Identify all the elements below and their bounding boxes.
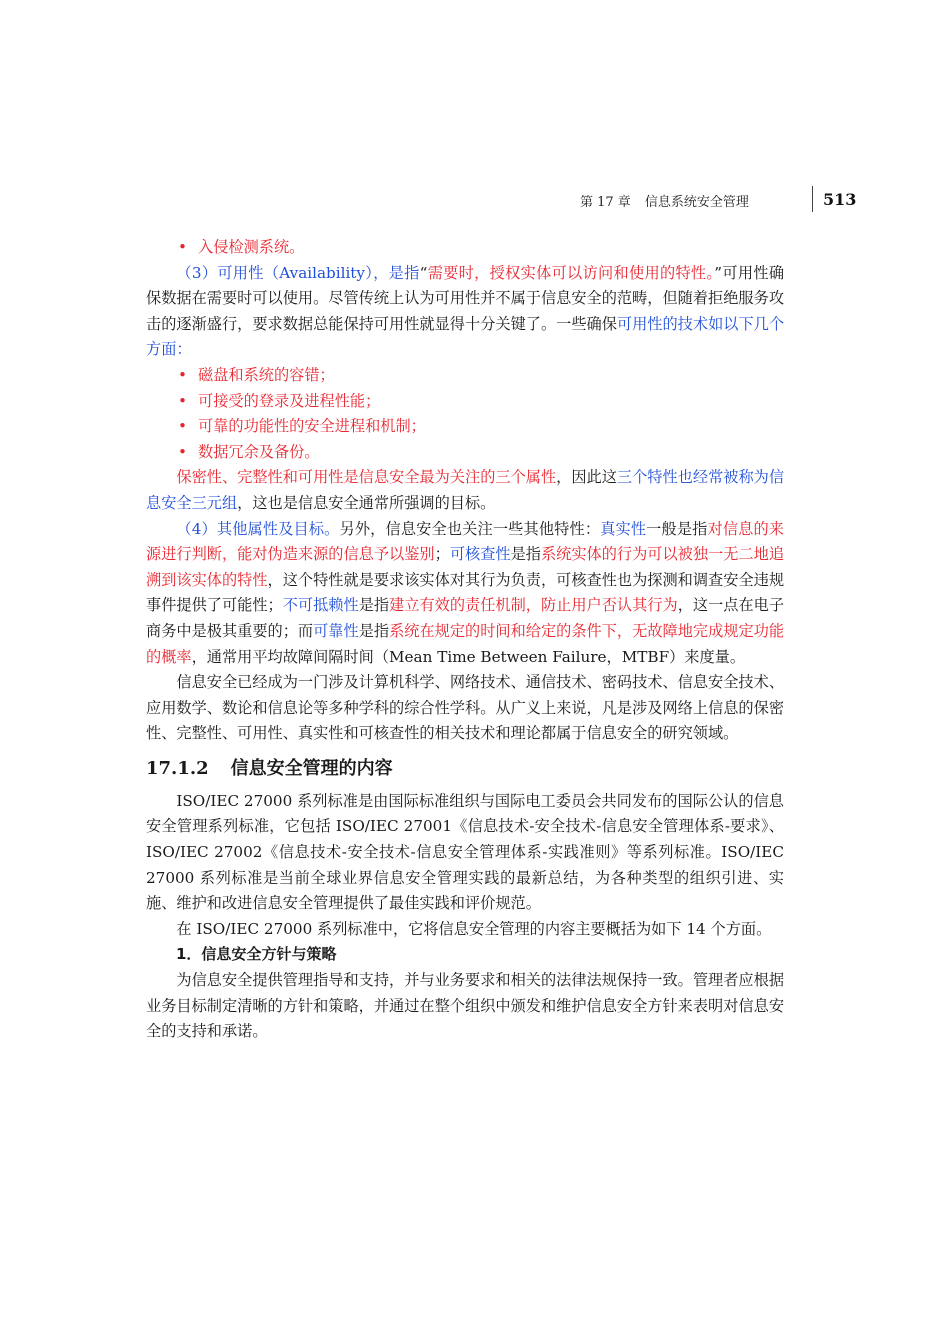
text-span: 另外，信息安全也关注一些其他特性： [339, 519, 601, 538]
summary-paragraph: 在 ISO/IEC 27000 系列标准中，它将信息安全管理的内容主要概括为如下 14 个方面。 [176, 919, 772, 938]
triad-mid-text: ，因此这 [556, 468, 617, 487]
bullet-dot-icon: • [178, 365, 187, 384]
chapter-label: 第 17 章 [580, 195, 631, 210]
quote-open: “ [419, 263, 428, 282]
discipline-paragraph: 信息安全已经成为一门涉及计算机科学、网络技术、通信技术、密码技术、信息安全技术、应用数学、数论和信息论等多种学科的综合性学科。从广义上来说，凡是涉及网络上信息的保密性、完整性、可用性、真实性和可核查性的相关技术和理论都属于信息安全的研究领域。 [146, 673, 784, 743]
nonrepudiation-definition: 建立有效的责任机制，防止用户否认其行为 [389, 596, 678, 615]
bullet-item [146, 440, 784, 466]
bullet-item [146, 389, 784, 415]
authenticity-definition: 对信息的来源进行判断，能对伪造来源的信息予以鉴别 [146, 519, 784, 564]
term-nonrepudiation: 不可抵赖性 [282, 596, 359, 615]
term-accountability: 可核查性 [449, 545, 511, 564]
bullet-item [146, 414, 784, 440]
text-span: ，通常用平均故障间隔时间（Mean Time Between Failure，MTBF）来度量。 [191, 647, 746, 666]
accountability-definition: 系统实体的行为可以被独一无二地追溯到该实体的特性 [146, 545, 785, 589]
availability-body: 可用性确保数据在需要时可以使用。尽管传统上认为可用性并不属于信息安全的范畴，但随着拒绝服务攻击的逐渐盛行，要求数据总能保持可用性就显得十分关键了。一些确保 [146, 263, 784, 333]
term-reliability: 可靠性 [313, 621, 359, 640]
policy-paragraph: 为信息安全提供管理指导和支持，并与业务要求和相关的法律法规保持一致。管理者应根据业务目标制定清晰的方针和策略，并通过在整个组织中颁发和维护信息安全方针来表明对信息安全的支持和承诺。 [146, 971, 784, 1041]
text-span: ，这一点在电子商务中是极其重要的；而 [146, 596, 785, 640]
text-span: 是指 [358, 596, 390, 615]
subsection-heading: 1．信息安全方针与策略 [176, 945, 337, 964]
section-title: 信息安全管理的内容 [230, 757, 393, 779]
page-content [146, 235, 784, 1045]
section-heading [146, 755, 784, 783]
section-number: 17.1.2 [146, 757, 209, 779]
availability-lead: （3）可用性（Availability），是指 [176, 263, 420, 282]
reliability-definition: 系统在规定的时间和给定的条件下，无故障地完成规定功能的概率 [146, 621, 785, 666]
triad-blue-text: 三个特性也经常被称为信息安全三元组 [146, 468, 785, 512]
bullet-text: 磁盘和系统的容错； [198, 365, 335, 384]
term-authenticity: 真实性 [600, 519, 647, 538]
bullet-dot-icon: • [178, 442, 187, 461]
availability-tech-lead: 可用性的技术如以下几个方面： [146, 314, 785, 359]
text-span: ，这个特性就是要求该实体对其行为负责，可核查性也为探测和调查安全违规事件提供了可能性； [146, 570, 785, 615]
text-span: ； [434, 545, 450, 564]
iso-paragraph: ISO/IEC 27000 系列标准是由国际标准组织与国际电工委员会共同发布的国际公认的信息安全管理系列标准，它包括 ISO/IEC 27001《信息技术-安全技术-信息安全管理体系-要求》、ISO/IEC 27002《信息技术-安全技术-信息安全管理体系-实践准则》等系列标准。ISO/IEC 27000 系列标准是当前全球业界信息安全管理实践的最新总结，为各种类型的组织引进、实施、维护和改进信息安全管理提供了最佳实践和评价规范。 [146, 791, 784, 913]
bullet-text: 可靠的功能性的安全进程和机制； [198, 417, 426, 436]
bullet-item [146, 363, 784, 389]
triad-end-text: ，这也是信息安全通常所强调的目标。 [237, 493, 496, 512]
bullet-text: 入侵检测系统。 [198, 238, 305, 256]
triad-red-text: 保密性、完整性和可用性是信息安全最为关注的三个属性 [176, 468, 557, 487]
bullet-dot-icon: • [178, 238, 187, 256]
other-attributes-paragraph [146, 517, 784, 671]
bullet-dot-icon: • [178, 391, 187, 410]
triad-paragraph [146, 465, 784, 516]
page-header [580, 191, 749, 210]
bullet-text: 数据冗余及备份。 [198, 442, 320, 461]
other-lead: （4）其他属性及目标。 [176, 519, 340, 538]
bullet-text: 可接受的登录及进程性能； [198, 391, 381, 410]
quote-close: ” [714, 263, 723, 282]
bullet-item [146, 235, 784, 261]
text-span: 一般是指 [646, 519, 708, 538]
text-span: 是指 [510, 545, 541, 564]
bullet-dot-icon: • [178, 417, 187, 436]
text-span: 是指 [358, 621, 390, 640]
chapter-title: 信息系统安全管理 [644, 195, 749, 210]
availability-definition: 需要时，授权实体可以访问和使用的特性。 [427, 263, 715, 282]
availability-paragraph [146, 261, 784, 363]
page-number: 513 [823, 190, 857, 209]
header-divider [812, 186, 813, 212]
